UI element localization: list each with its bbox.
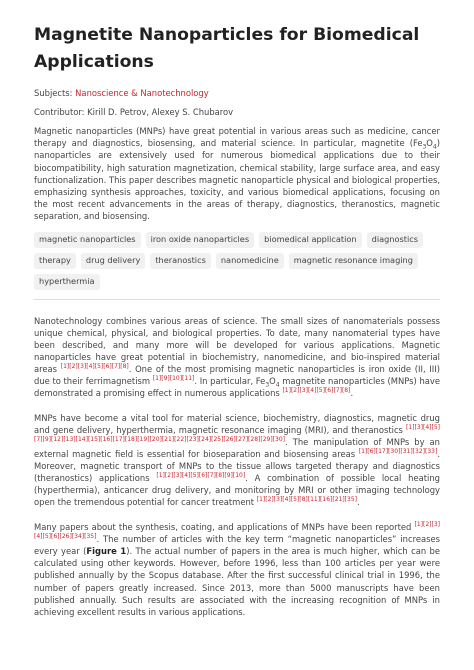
page-title: Magnetite Nanoparticles for Biomedical Applications <box>34 25 420 72</box>
citation-link[interactable]: [1][6][17][30][31][32][33] <box>358 448 438 456</box>
paragraph-text: . In particular, Fe <box>194 376 266 387</box>
section-divider <box>34 299 440 300</box>
paragraph-text: O <box>269 376 276 387</box>
citation-link[interactable]: [1][9][10][11] <box>152 375 195 383</box>
paragraph-text: MNPs have become a vital tool for material science, biochemistry, diagnostics, magnetic drug and gene delivery, hyperthermia, magnetic resonance imaging (MRI), and theranostics <box>34 412 440 435</box>
paragraph-text: . A combination of possible local heating (hyperthermia), anticancer drug delivery, and monitoring by MRI or other imaging technology open the tremendous potential for cancer treatment <box>34 473 440 508</box>
paragraph-text: . One of the most promising magnetic nanoparticles is iron oxide (II, III) due to their ferrimagnetism <box>34 364 440 387</box>
keyword-tag[interactable]: hyperthermia <box>34 274 100 290</box>
keyword-tags <box>34 232 440 290</box>
citation-link[interactable]: [1][3][4][5][7][9][12][13][14][15][16][17][18][19][20][21][22][23][24][25][26][27][28][29][30] <box>34 424 440 444</box>
subscript: 4 <box>275 381 280 389</box>
contributor-label: Contributor: <box>34 107 85 117</box>
citation-link[interactable]: [1][2][3][4][5][6][26][34][35] <box>34 521 440 541</box>
body-paragraph-2 <box>34 412 440 509</box>
subjects-label: Subjects: <box>34 88 73 98</box>
keyword-tag[interactable]: nanomedicine <box>216 253 284 269</box>
citation-link[interactable]: [1][2][3][4][5][6][7][8] <box>282 387 351 395</box>
paragraph-text: . The manipulation of MNPs by an external magnetic field is essential for bioseparation and biosensing areas <box>34 436 440 460</box>
paragraph-text: . <box>357 497 360 508</box>
figure-reference[interactable]: Figure 1 <box>86 546 127 557</box>
subscript: 3 <box>265 381 270 389</box>
abstract-text: O <box>426 138 433 149</box>
subscript: 3 <box>422 143 427 151</box>
subject-link[interactable]: Nanoscience & Nanotechnology <box>75 88 209 98</box>
keyword-tag[interactable]: therapy <box>34 253 76 269</box>
keyword-tag[interactable]: iron oxide nanoparticles <box>146 232 255 248</box>
citation-link[interactable]: [1][2][3][4][5][6][7][8][9][10] <box>156 472 246 480</box>
body-paragraph-3 <box>34 521 440 618</box>
keyword-tag[interactable]: diagnostics <box>367 232 423 248</box>
keyword-tag[interactable]: drug delivery <box>81 253 145 269</box>
abstract-text: ) nanoparticles are extensively used for numerous biomedical applications due to their biocompatibility, high saturation magnetization, chemical stability, large surface area, and easy functionalization. This paper describes magnetic nanoparticle physical and biological properties, emphasizing synthesis approaches, toxicity, and various biomedical applications, focusing on the most recent advancements in the areas of therapy, diagnostics, theranostics, magnetic separation, and biosensing. <box>34 138 440 222</box>
citation-link[interactable]: [1][2][3][4][5][8][11][16][21][35] <box>256 496 357 504</box>
citation-link[interactable]: [1][2][3][4][5][6][7][8] <box>60 363 129 371</box>
paragraph-text: Nanotechnology combines various areas of science. The small sizes of nanomaterials possess unique chemical, physical, and biological properties. To date, many nanomaterial types have been described, and many more will be developed for various applications. Magnetic nanoparticles have great potential in biochemistry, nanomedicine, and bio-inspired material areas <box>34 315 440 374</box>
paragraph-text: . <box>350 388 354 399</box>
keyword-tag[interactable]: magnetic nanoparticles <box>34 232 141 248</box>
paragraph-text: magnetite nanoparticles (MNPs) have demonstrated a promising effect in numerous applications <box>34 376 440 399</box>
paragraph-text: . Moreover, magnetic transport of MNPs to the tissue allows targeted therapy and diagnostics (theranostics) applications <box>34 449 440 484</box>
keyword-tag[interactable]: theranostics <box>150 253 211 269</box>
abstract <box>34 125 440 223</box>
body-paragraph-1 <box>34 315 440 400</box>
contributor-names: Kirill D. Petrov, Alexey S. Chubarov <box>87 107 234 117</box>
paragraph-text: Many papers about the synthesis, coating, and applications of MNPs have been reported <box>34 522 415 533</box>
subscript: 4 <box>432 143 437 151</box>
paragraph-text: ). The actual number of papers in the area is much higher, which can be calculated using other keywords. However, before 1996, less than 100 articles per year were published annually by the Scopus database. After the first successful clinical trial in 1996, the number of papers greatly increased. Since 2013, more than 5000 manuscripts have been published annually. Such results are associated with the increasing recognition of MNPs in achieving excellent results in various applications. <box>34 546 440 617</box>
paragraph-text: . The number of articles with the key term “magnetic nanoparticles” increases every year ( <box>34 534 440 557</box>
abstract-text: Magnetic nanoparticles (MNPs) have great potential in various areas such as medicine, cancer therapy and diagnostics, biosensing, and material science. In particular, magnetite (Fe <box>34 126 440 149</box>
keyword-tag[interactable]: magnetic resonance imaging <box>289 253 418 269</box>
subjects-line <box>34 87 440 99</box>
contributor-line <box>34 106 440 118</box>
keyword-tag[interactable]: biomedical application <box>259 232 362 248</box>
